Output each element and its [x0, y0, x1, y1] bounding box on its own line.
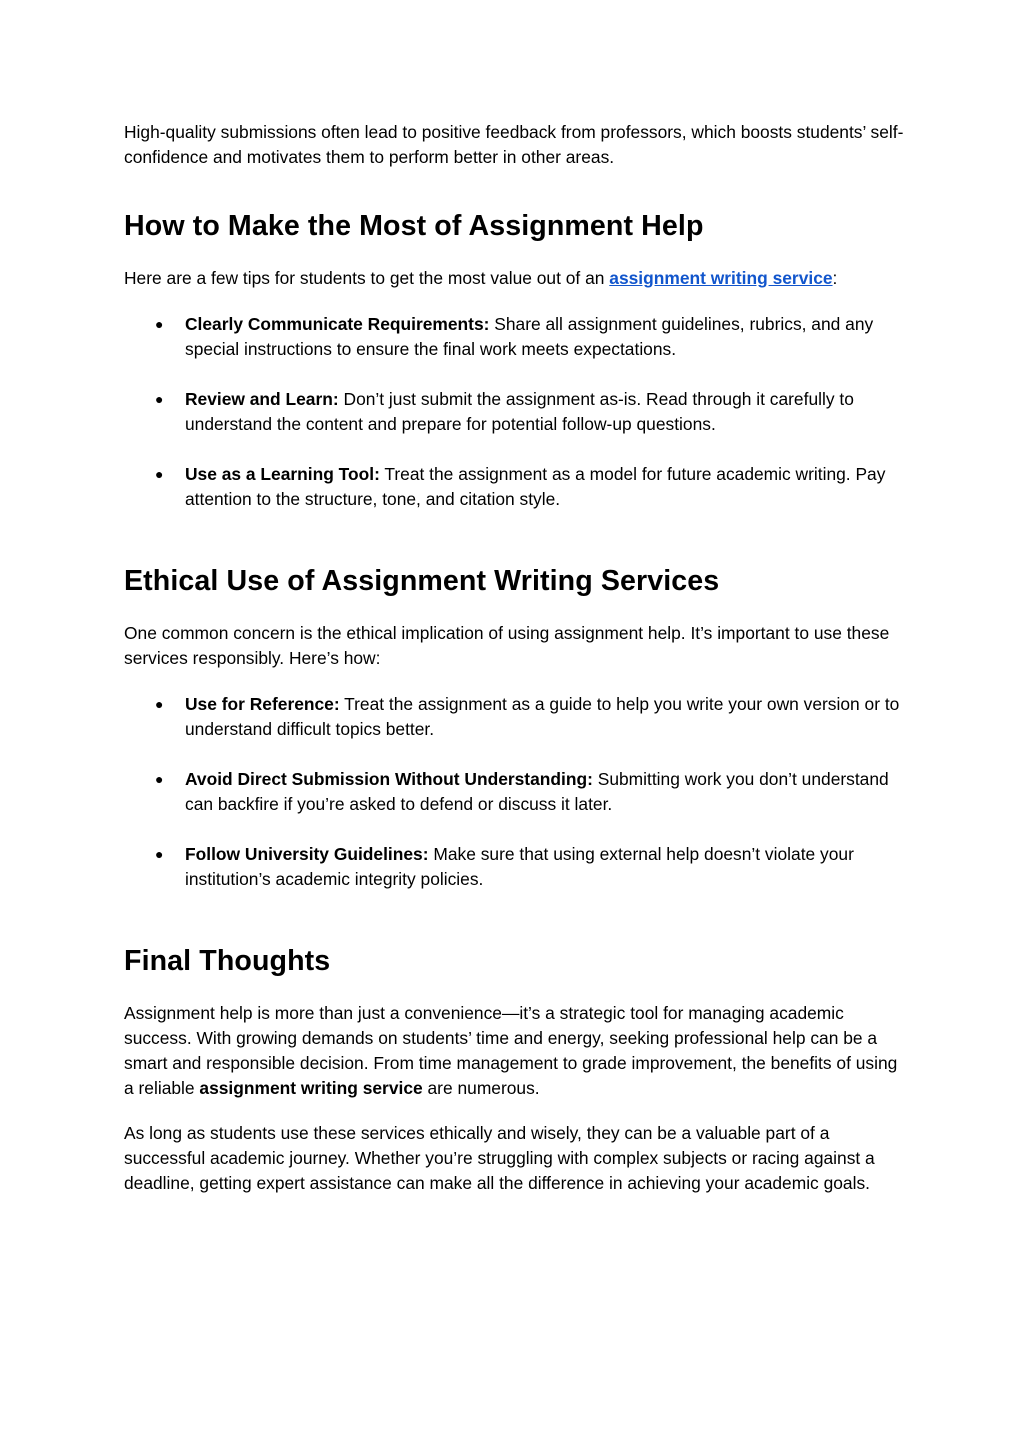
- ethical-tips-list: [124, 692, 904, 892]
- section-heading-howto: How to Make the Most of Assignment Help: [124, 210, 704, 242]
- final-paragraph-2: As long as students use these services ethically and wisely, they can be a valuable part of a successful academic journey. Whether you’re struggling with complex subjects or racing against a deadline, getting expert assistance can make all the difference in achieving your academic goals.: [124, 1123, 875, 1193]
- list-item-text: Make sure that using external help doesn’t violate your institution’s academic integrity policies.: [185, 844, 854, 889]
- list-item: [124, 312, 904, 362]
- list-item-text: Treat the assignment as a model for future academic writing. Pay attention to the structure, tone, and citation style.: [185, 464, 886, 509]
- bullet-icon: ●: [155, 771, 164, 787]
- final-paragraph-1-end: are numerous.: [422, 1078, 540, 1098]
- list-item-title: Review and Learn:: [185, 389, 339, 409]
- bullet-icon: ●: [155, 466, 164, 482]
- list-item: [124, 462, 904, 512]
- list-item-text: Treat the assignment as a guide to help you write your own version or to understand difficult topics better.: [185, 694, 900, 739]
- section-heading-ethical: Ethical Use of Assignment Writing Services: [124, 565, 720, 597]
- list-item-title: Use as a Learning Tool:: [185, 464, 380, 484]
- list-item: [124, 692, 904, 742]
- ethical-lead-paragraph: One common concern is the ethical implication of using assignment help. It’s important to use these services responsibly. Here’s how:: [124, 623, 890, 668]
- list-item-text: Share all assignment guidelines, rubrics, and any special instructions to ensure the final work meets expectations.: [185, 314, 874, 359]
- assignment-writing-service-link[interactable]: assignment writing service: [609, 268, 833, 288]
- final-paragraph-1: [124, 1001, 904, 1101]
- bullet-icon: ●: [155, 391, 164, 407]
- howto-tips-list: [124, 312, 904, 512]
- list-item: [124, 842, 904, 892]
- list-item-text: Submitting work you don’t understand can backfire if you’re asked to defend or discuss it later.: [185, 769, 889, 814]
- bullet-icon: ●: [155, 696, 164, 712]
- list-item-title: Clearly Communicate Requirements:: [185, 314, 490, 334]
- list-item: [124, 387, 904, 437]
- final-paragraph-1-text: Assignment help is more than just a convenience—it’s a strategic tool for managing academic success. With growing demands on students’ time and energy, seeking professional help can be a smart and responsible decision. From time management to grade improvement, the benefits of using a reliable: [124, 1003, 898, 1098]
- list-item: [124, 767, 904, 817]
- section-heading-final: Final Thoughts: [124, 945, 331, 977]
- list-item-title: Avoid Direct Submission Without Understanding:: [185, 769, 593, 789]
- intro-paragraph: High-quality submissions often lead to positive feedback from professors, which boosts students’ self-confidence and motivates them to perform better in other areas.: [124, 122, 904, 167]
- list-item-title: Use for Reference:: [185, 694, 340, 714]
- bullet-icon: ●: [155, 316, 164, 332]
- howto-lead-text: Here are a few tips for students to get the most value out of an: [124, 268, 610, 288]
- list-item-text: Don’t just submit the assignment as-is. Read through it carefully to understand the content and prepare for potential follow-up questions.: [185, 389, 854, 434]
- howto-lead-paragraph: [124, 266, 904, 291]
- bullet-icon: ●: [155, 846, 164, 862]
- final-paragraph-1-bold: assignment writing service: [199, 1078, 423, 1098]
- howto-lead-end: :: [832, 268, 838, 288]
- document-page: [124, 120, 904, 1196]
- list-item-title: Follow University Guidelines:: [185, 844, 429, 864]
